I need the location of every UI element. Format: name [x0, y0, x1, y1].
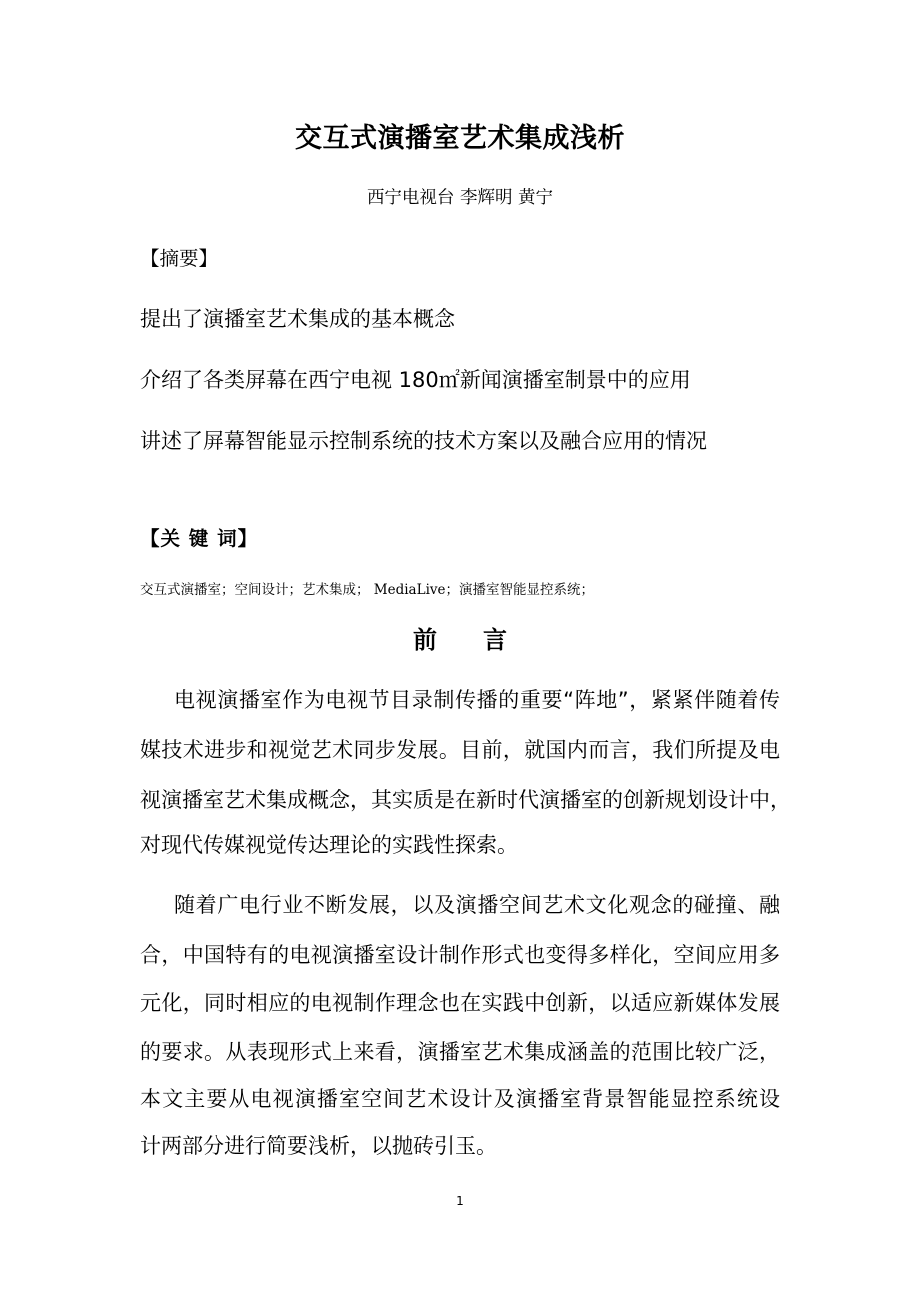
- paragraph-line: 本文主要从电视演播室空间艺术设计及演播室背景智能显控系统设: [140, 1087, 780, 1111]
- paragraph-line: 的要求。从表现形式上来看，演播室艺术集成涵盖的范围比较广泛，: [140, 1040, 780, 1064]
- paragraph-line: 电视演播室作为电视节目录制传播的重要“阵地”，紧紧伴随着传: [174, 688, 780, 712]
- keywords-text: 交互式演播室；空间设计；艺术集成； MediaLive；演播室智能显控系统；: [140, 582, 595, 598]
- paragraph-line: 媒技术进步和视觉艺术同步发展。目前，就国内而言，我们所提及电: [140, 738, 780, 762]
- paragraph-line: 计两部分进行简要浅析，以抛砖引玉。: [140, 1134, 497, 1158]
- abstract-line: 介绍了各类屏幕在西宁电视 180㎡新闻演播室制景中的应用: [140, 368, 691, 392]
- keywords-heading: 【关 键 词】: [140, 527, 259, 550]
- document-title: 交互式演播室艺术集成浅析: [295, 123, 625, 154]
- paragraph-line: 元化，同时相应的电视制作理念也在实践中创新，以适应新媒体发展: [140, 991, 780, 1015]
- abstract-heading: 【摘要】: [140, 247, 219, 270]
- page-number: 1: [456, 1194, 464, 1208]
- paragraph-line: 随着广电行业不断发展，以及演播空间艺术文化观念的碰撞、融: [174, 893, 780, 917]
- abstract-line: 讲述了屏幕智能显示控制系统的技术方案以及融合应用的情况: [140, 429, 707, 453]
- abstract-line: 提出了演播室艺术集成的基本概念: [140, 307, 455, 331]
- paragraph-line: 合，中国特有的电视演播室设计制作形式也变得多样化，空间应用多: [140, 943, 780, 967]
- paragraph-line: 视演播室艺术集成概念，其实质是在新时代演播室的创新规划设计中，: [140, 788, 791, 812]
- author-line: 西宁电视台 李辉明 黄宁: [366, 188, 554, 208]
- paragraph-line: 对现代传媒视觉传达理论的实践性探索。: [140, 833, 518, 857]
- preface-heading: 前言: [413, 626, 553, 654]
